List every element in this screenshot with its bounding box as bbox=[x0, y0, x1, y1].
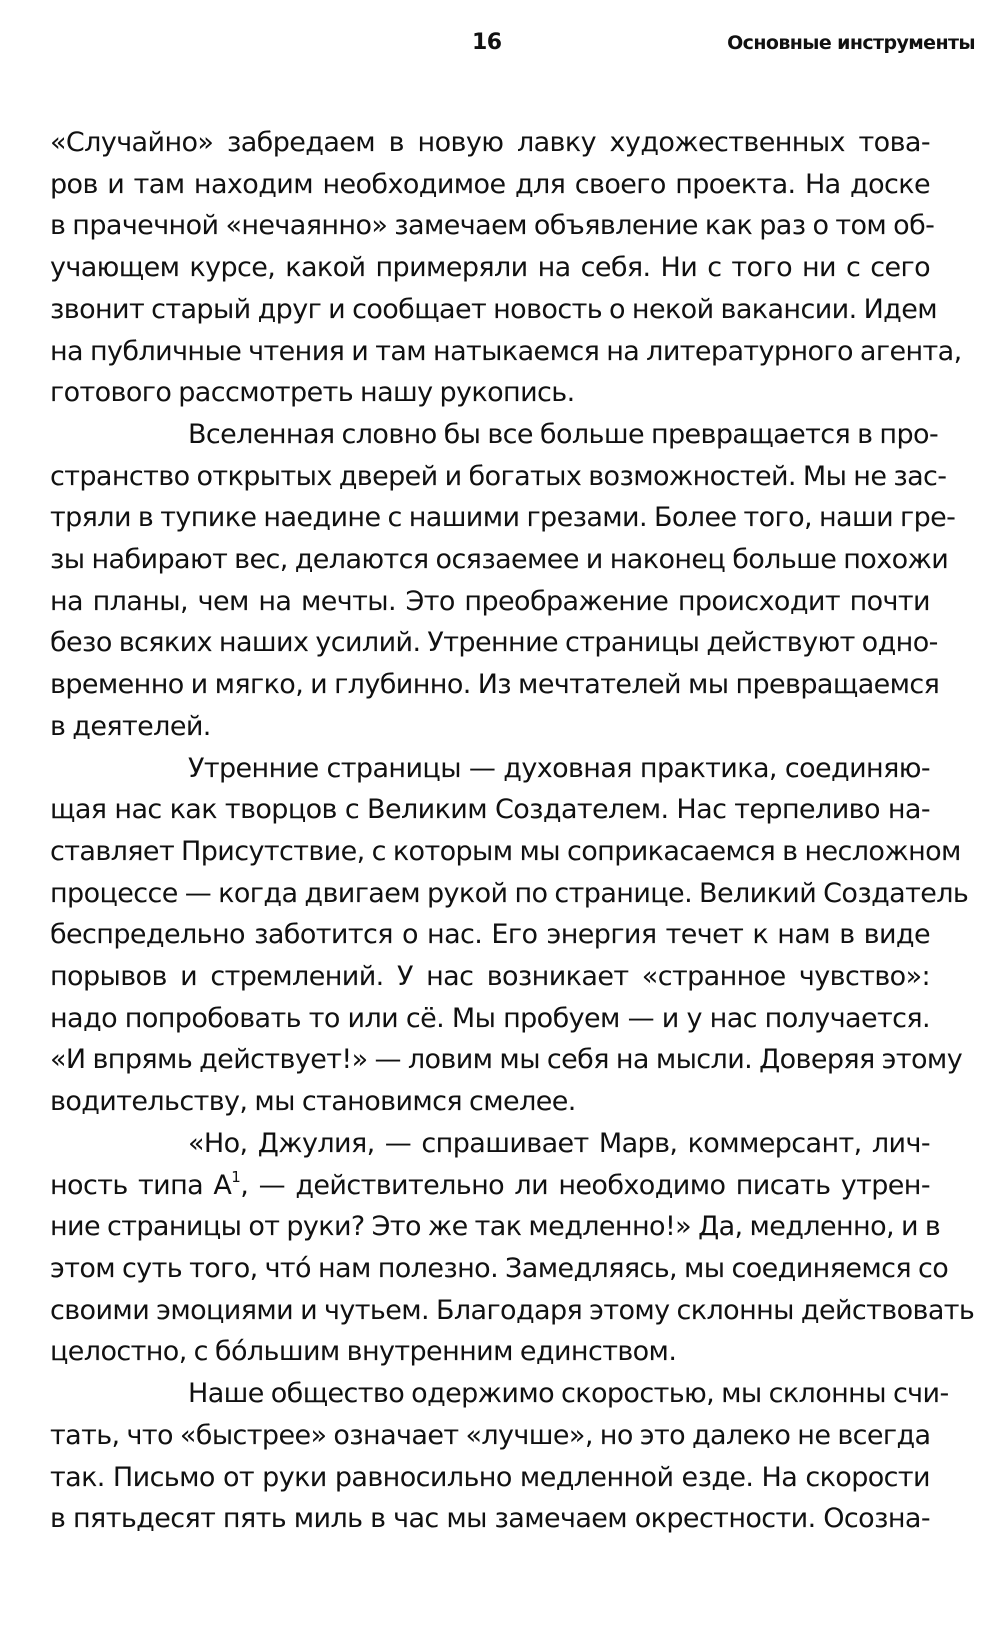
text-line: водительству, мы становимся смелее. bbox=[50, 1086, 576, 1118]
text-line: Вселенная словно бы все больше превращается в про- bbox=[188, 418, 939, 450]
text-line: тать, что «быстрее» означает «лучше», но это далеко не всегда bbox=[50, 1419, 931, 1451]
text-line: «Но, Джулия, — спрашивает Марв, коммерсант, лич- bbox=[188, 1127, 930, 1159]
text-fragment: ность типа А bbox=[50, 1169, 232, 1201]
text-line: безо всяких наших усилий. Утренние страницы действуют одно- bbox=[50, 627, 938, 659]
text-line: тряли в тупике наедине с нашими грезами. Более того, наши гре- bbox=[50, 502, 956, 534]
text-line: целостно, с бóльшим внутренним единством. bbox=[50, 1336, 677, 1368]
paragraph-3 bbox=[50, 748, 969, 1123]
text-line: в деятелей. bbox=[50, 710, 211, 742]
text-line: Утренние страницы — духовная практика, соединяю- bbox=[188, 752, 930, 784]
text-line: беспредельно заботится о нас. Его энергия течет к нам в виде bbox=[50, 919, 930, 951]
text-line: на публичные чтения и там натыкаемся на литературного агента, bbox=[50, 335, 962, 367]
text-line: в пятьдесят пять миль в час мы замечаем окрестности. Осозна- bbox=[50, 1503, 930, 1535]
text-line: звонит старый друг и сообщает новость о некой вакансии. Идем bbox=[50, 293, 938, 325]
text-line: временно и мягко, и глубинно. Из мечтателей мы превращаемся bbox=[50, 669, 940, 701]
text-line: своими эмоциями и чутьем. Благодаря этому склонны действовать bbox=[50, 1294, 975, 1326]
text-line: готового рассмотреть нашу рукопись. bbox=[50, 377, 575, 409]
text-line: Наше общество одержимо скоростью, мы склонны счи- bbox=[188, 1378, 949, 1410]
text-line: так. Письмо от руки равносильно медленной езде. На скорости bbox=[50, 1461, 930, 1493]
paragraph-5 bbox=[50, 1373, 949, 1540]
paragraph-2 bbox=[50, 414, 956, 748]
paragraph-1 bbox=[50, 122, 962, 414]
running-title: Основные инструменты bbox=[727, 32, 975, 54]
text-line: учающем курсе, какой примеряли на себя. Ни с того ни с сего bbox=[50, 252, 930, 284]
text-fragment: , — действительно ли необходимо писать утрен- bbox=[240, 1169, 930, 1201]
body-text bbox=[50, 122, 975, 1540]
text-line: зы набирают вес, делаются осязаемее и наконец больше похожи bbox=[50, 544, 949, 576]
text-line: надо попробовать то или сё. Мы пробуем — и у нас получается. bbox=[50, 1002, 930, 1034]
text-line: в прачечной «нечаянно» замечаем объявление как раз о том об- bbox=[50, 210, 935, 242]
text-line: ние страницы от руки? Это же так медленно!» Да, медленно, и в bbox=[50, 1211, 941, 1243]
footnote-mark: 1 bbox=[231, 1167, 241, 1186]
page-header bbox=[0, 30, 1000, 70]
text-line: странство открытых дверей и богатых возможностей. Мы не зас- bbox=[50, 460, 947, 492]
text-line: этом суть того, чтó нам полезно. Замедляясь, мы соединяемся со bbox=[50, 1252, 949, 1284]
text-line: порывов и стремлений. У нас возникает «странное чувство»: bbox=[50, 961, 930, 993]
text-line: «И впрямь действует!» — ловим мы себя на мысли. Доверяя этому bbox=[50, 1044, 963, 1076]
text-line: ставляет Присутствие, с которым мы соприкасаемся в несложном bbox=[50, 835, 961, 867]
paragraph-4 bbox=[50, 1123, 975, 1373]
text-line: ров и там находим необходимое для своего проекта. На доске bbox=[50, 168, 930, 200]
text-line: «Случайно» забредаем в новую лавку художественных това- bbox=[50, 127, 930, 158]
text-line: щая нас как творцов с Великим Создателем. Нас терпеливо на- bbox=[50, 794, 930, 826]
text-line bbox=[50, 1165, 930, 1207]
text-line: процессе — когда двигаем рукой по странице. Великий Создатель bbox=[50, 877, 969, 909]
page-number: 16 bbox=[472, 30, 502, 55]
text-line: на планы, чем на мечты. Это преображение происходит почти bbox=[50, 585, 930, 617]
